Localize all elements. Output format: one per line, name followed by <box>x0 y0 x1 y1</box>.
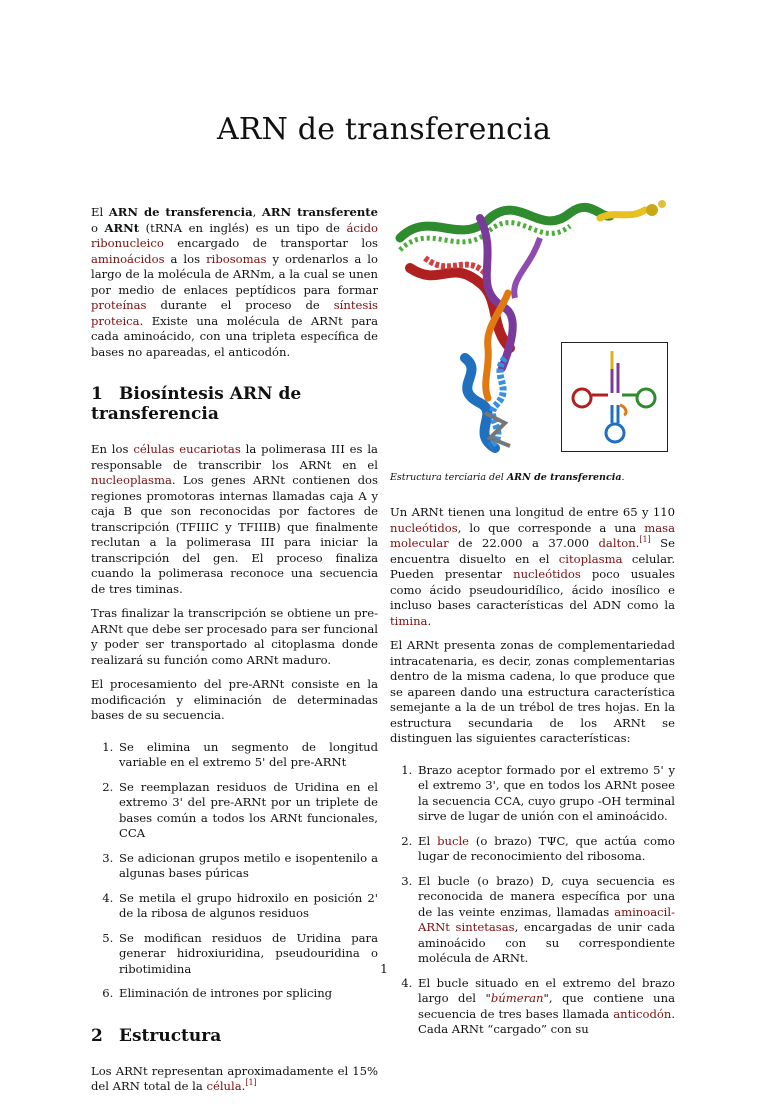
citation-link[interactable]: [1] <box>245 1078 257 1088</box>
intro-paragraph: El ARN de transferencia, ARN transferente o ARNt (tRNA en inglés) es un tipo de ácido ribonucleico encargado de transportar los aminoácidos a los ribosomas y ordenarlos a lo largo de la molécula de ARNm, a la cual se unen por medio de enlaces peptídicos para formar proteínas durante el proceso de síntesis proteica. Existe una molécula de ARNt para cada aminoácido, con una tripleta específica de bases no apareadas, el anticodón. <box>91 205 379 359</box>
link-sintesis-proteica[interactable]: síntesis proteica <box>91 298 378 328</box>
list-item: 1. Brazo aceptor formado por el extremo 5' y el extremo 3', que en todos los ARNt posee la secuencia CCA, cuyo grupo -OH terminal sirve de lugar de unión con el aminoácido. <box>416 763 675 825</box>
section1-paragraph-2: Tras finalizar la transcripción se obtiene un pre-ARNt que debe ser procesado para ser funcional y poder ser transportado al citoplasma donde realizará su función como ARNt maduro. <box>91 606 378 667</box>
list-item: 2. Se reemplazan residuos de Uridina en el extremo 3' del pre-ARNt por un triplete de bases común a todos los ARNt funcionales, CCA <box>117 780 378 842</box>
link-aminoacidos[interactable]: aminoácidos <box>91 251 165 266</box>
list-item: 4. Se metila el grupo hidroxilo en posición 2' de la ribosa de algunos residuos <box>117 891 378 922</box>
bold-term: ARNt <box>104 220 140 235</box>
link-celulas-eucariotas[interactable]: células eucariotas <box>133 442 241 456</box>
link-nucleotidos[interactable]: nucleótidos <box>390 520 458 535</box>
link-proteinas[interactable]: proteínas <box>91 298 147 312</box>
section-heading-biosintesis: 1 Biosíntesis ARN de transferencia <box>91 384 302 424</box>
right-paragraph-1: Un ARNt tienen una longitud de entre 65 y 110 nucleótidos, lo que corresponde a una masa molecular de 22.000 a 37.000 dalton.[1] Se encuentra disuelto en el citoplasma celular. Pueden presentar nucleótidos poco usuales como ácido pseudouridílico, ácido inosílico e incluso bases características del ADN como la timina. <box>390 505 676 628</box>
link-bucle[interactable]: bucle <box>437 833 470 848</box>
link-ribosomas[interactable]: ribosomas <box>206 251 267 266</box>
bold-term: ARN de transferencia <box>108 205 253 219</box>
bold-term: ARN transferente <box>261 205 379 219</box>
link-citoplasma[interactable]: citoplasma <box>558 551 623 566</box>
link-dalton[interactable]: dalton <box>598 536 636 550</box>
page-title: ARN de transferencia <box>216 112 552 147</box>
right-paragraph-2: El ARNt presenta zonas de complementariedad intracatenaria, es decir, zonas complementarias dentro de la misma cadena, lo que produce que se apareen dando una estructura característica semejante a la de un trébol de tres hojas. En la estructura secundaria de los ARNt se distinguen las siguientes características: <box>390 638 675 745</box>
figure-caption: Estructura terciaria del ARN de transferencia. <box>390 472 625 483</box>
section1-paragraph-1: En los células eucariotas la polimerasa III es la responsable de transcribir los ARNt en el nucleoplasma. Los genes ARNt contienen dos regiones promotoras internas llamadas caja A y caja B que son reconocidas por factores de transcripción (TFIIIC y TFIIIB) que finalmente reclutan a la polimerasa III para iniciar la transcripción del gen. El proceso finaliza cuando la polimerasa reconoce una secuencia de tres timinas. <box>91 442 378 596</box>
trna-cloverleaf-diagram <box>561 342 668 452</box>
list-item: 4. El bucle situado en el extremo del brazo largo del "búmeran", que contiene una secuencia de tres bases llamada anticodón. Cada ARNt “cargado” con su <box>416 976 675 1038</box>
section2-paragraph-1: Los ARNt representan aproximadamente el 15% del ARN total de la célula.[1] <box>91 1063 378 1093</box>
list-item: 1. Se elimina un segmento de longitud variable en el extremo 5' del pre-ARNt <box>117 740 378 771</box>
list-item: 2. El bucle (o brazo) TΨC, que actúa como lugar de reconocimiento del ribosoma. <box>416 834 675 865</box>
list-item: 3. Se adicionan grupos metilo e isopentenilo a algunas bases púricas <box>117 851 378 882</box>
citation-link[interactable]: [1] <box>639 535 651 545</box>
structure-features-list <box>390 763 675 1038</box>
link-nucleotidos[interactable]: nucleótidos <box>513 567 581 581</box>
section-heading-estructura: 2 Estructura <box>91 1025 222 1046</box>
section1-paragraph-3: El procesamiento del pre-ARNt consiste en la modificación y eliminación de determinadas bases de su secuencia. <box>91 677 378 722</box>
list-item: 5. Se modifican residuos de Uridina para generar hidroxiuridina, pseudouridina o ribotimidina <box>117 931 378 978</box>
list-item: 6. Eliminación de intrones por splicing <box>117 986 378 1002</box>
link-nucleoplasma[interactable]: nucleoplasma <box>91 473 172 487</box>
page-number: 1 <box>380 962 388 976</box>
link-acido-ribonucleico[interactable]: ácido ribonucleico <box>91 220 378 250</box>
link-bumeran[interactable]: búmeran <box>490 991 544 1005</box>
link-aminoacil-arnt-sintetasas[interactable]: aminoacil-ARNt sintetasas <box>418 904 675 934</box>
list-item: 3. El bucle (o brazo) D, cuya secuencia es reconocida de manera específica por una de las veinte enzimas, llamadas aminoacil-ARNt sintetasas, encargadas de unir cada aminoácido con su correspondiente molécula de ARNt. <box>416 874 675 967</box>
link-celula[interactable]: célula <box>206 1079 242 1093</box>
link-anticodon[interactable]: anticodón <box>613 1006 672 1021</box>
link-masa-molecular[interactable]: masa molecular <box>390 520 675 550</box>
link-timina[interactable]: timina <box>390 613 428 628</box>
